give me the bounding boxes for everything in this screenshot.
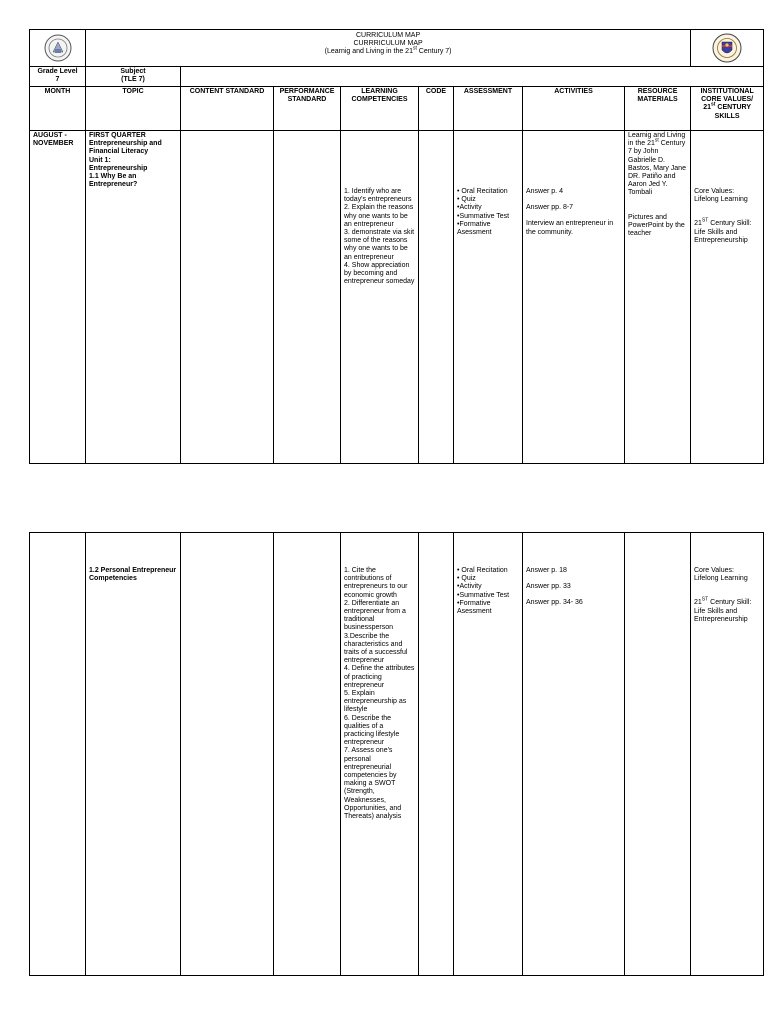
topic-cell: FIRST QUARTER Entrepreneurship and Financial Literacy Unit 1: Entrepreneurship 1.1 Why Be an Entrepreneur? bbox=[86, 131, 181, 464]
assessment-cell: • Oral Recitation • Quiz •Activity •Summative Test •Formative Asessment bbox=[454, 131, 523, 464]
document-title-cell bbox=[86, 30, 691, 67]
century-skill-label: 21ST Century Skill: bbox=[694, 597, 752, 607]
activity-item: Answer pp. 34- 36 bbox=[526, 599, 583, 607]
resource-materials-cell bbox=[625, 131, 691, 464]
document-title: CURRICULUM MAP bbox=[355, 32, 421, 39]
col-month: MONTH bbox=[30, 87, 86, 131]
competencies-cell: 1. Identify who are today's entrepreneurs 2. Explain the reasons why one wants to be an entrepreneur 3. demonstrate via skit some of the reasons why one wants to be an entrepreneur 4. Show appreciation by becoming and entrepreneur someday bbox=[341, 131, 419, 464]
curriculum-map-table-2 bbox=[29, 532, 764, 976]
activities-cell bbox=[523, 131, 625, 464]
core-values-cell: Core Values: Lifelong Learning 21ST Century Skill: Life Skills and Entrepreneurship bbox=[691, 131, 764, 464]
activity-item: Answer pp. 8-7 bbox=[526, 204, 574, 212]
school-seal-icon bbox=[44, 34, 72, 62]
document-title-repeat: CURRRICULUM MAP bbox=[353, 40, 423, 47]
content-standard-cell bbox=[181, 131, 274, 464]
col-core-values: INSTITUTIONAL CORE VALUES/ 21st CENTURY SKILLS bbox=[691, 87, 764, 131]
table-row bbox=[30, 131, 764, 464]
month-cell bbox=[30, 533, 86, 976]
activity-item: Answer p. 4 bbox=[526, 188, 563, 195]
left-seal-cell bbox=[30, 30, 86, 67]
activity-item: Interview an entrepreneur in the community. bbox=[526, 220, 614, 236]
col-learning-competencies: LEARNING COMPETENCIES bbox=[341, 87, 419, 131]
subject-cell: Subject (TLE 7) bbox=[86, 67, 181, 87]
century-skill-label: 21ST Century Skill: bbox=[694, 218, 752, 228]
document-subtitle: (Learnig and Living in the 21st Century 7) bbox=[324, 45, 452, 55]
table-row bbox=[30, 533, 764, 976]
grade-level-cell: Grade Level 7 bbox=[30, 67, 86, 87]
col-topic: TOPIC bbox=[86, 87, 181, 131]
curriculum-map-table-1 bbox=[29, 29, 764, 464]
col-performance-standard: PERFORMANCE STANDARD bbox=[274, 87, 341, 131]
content-standard-cell bbox=[181, 533, 274, 976]
resource-book: Learnig and Living in the 21st Century 7 by John Gabrielle D. Bastos, Mary Jane DR. Patiño and Aaron Jed Y. Tombali bbox=[628, 132, 686, 197]
code-cell bbox=[419, 533, 454, 976]
assessment-cell: • Oral Recitation • Quiz •Activity •Summative Test •Formative Asessment bbox=[454, 533, 523, 976]
competencies-cell: 1. Cite the contributions of entrepreneurs to our economic growth 2. Differentiate an entrepreneur from a traditional businessperson 3.Describe the characteristics and traits of a successful entrepreneur 4. Define the attributes of practicing entrepreneur 5. Explain entrepreneurship as lifestyle 6. Describe the qualities of a practicing lifestyle entrepreneur 7. Assess one's personal entrepreneurial competencies by making a SWOT (Strength, Weaknesses, Opportunities, and Thereats) analysis bbox=[341, 533, 419, 976]
performance-standard-cell bbox=[274, 533, 341, 976]
blank-header-cell bbox=[181, 67, 764, 87]
col-resource-materials: RESOURCE MATERIALS bbox=[625, 87, 691, 131]
col-activities: ACTIVITIES bbox=[523, 87, 625, 131]
century-skill-value: Life Skills and Entrepreneurship bbox=[694, 607, 748, 623]
century-skill-value: Life Skills and Entrepreneurship bbox=[694, 228, 748, 244]
deped-seal-icon bbox=[712, 33, 742, 63]
core-values-cell: Core Values: Lifelong Learning 21ST Century Skill: Life Skills and Entrepreneurship bbox=[691, 533, 764, 976]
col-assessment: ASSESSMENT bbox=[454, 87, 523, 131]
activity-item: Answer pp. 33 bbox=[526, 583, 571, 591]
month-cell: AUGUST - NOVEMBER bbox=[30, 131, 86, 464]
col-content-standard: CONTENT STANDARD bbox=[181, 87, 274, 131]
topic-cell: 1.2 Personal Entrepreneur Competencies bbox=[86, 533, 181, 976]
resource-pictures: Pictures and PowerPoint by the teacher bbox=[628, 213, 685, 238]
activity-item: Answer p. 18 bbox=[526, 567, 567, 574]
right-seal-cell bbox=[691, 30, 764, 67]
col-code: CODE bbox=[419, 87, 454, 131]
performance-standard-cell bbox=[274, 131, 341, 464]
resource-materials-cell bbox=[625, 533, 691, 976]
activities-cell bbox=[523, 533, 625, 976]
code-cell bbox=[419, 131, 454, 464]
